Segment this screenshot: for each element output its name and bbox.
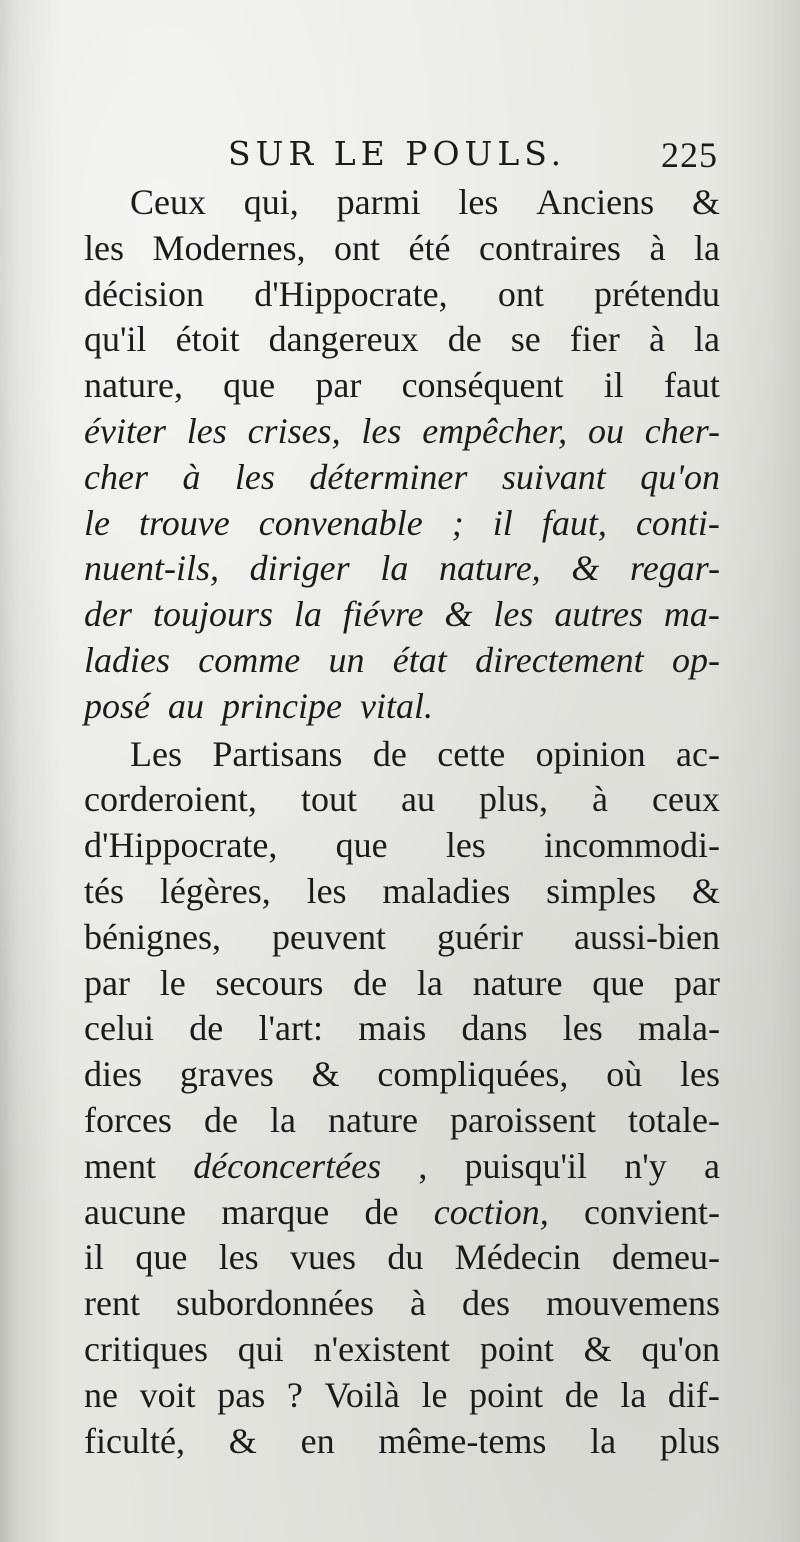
text-line: les Modernes, ont été contraires à la (84, 227, 720, 268)
text-line: cher à les déterminer suivant qu'on (84, 456, 720, 497)
text-line: décision d'Hippocrate, ont prétendu (84, 273, 720, 314)
text-line: nature, que par conséquent il faut (84, 365, 720, 406)
text-line: Les Partisans de cette opinion ac- (130, 733, 720, 774)
text-line: qu'il étoit dangereux de se fier à la (84, 319, 720, 360)
text-line: tés légères, les maladies simples & (84, 870, 720, 911)
body-text (84, 180, 720, 1464)
text-line: bénignes, peuvent guérir aussi-bien (84, 916, 720, 957)
page-header (228, 134, 718, 182)
text-line: par le secours de la nature que par (84, 962, 720, 1003)
paragraph-2 (84, 732, 720, 1465)
text-line: ladies comme un état directement op- (84, 639, 720, 680)
text-line: rent subordonnées à des mouvemens (84, 1283, 720, 1324)
text-line: nuent-ils, diriger la nature, & regar- (84, 548, 720, 589)
text-line: aucune marque de coction, convient- (84, 1191, 720, 1232)
page-number: 225 (661, 135, 718, 175)
paragraph-1 (84, 180, 720, 730)
running-head: SUR LE POULS. (228, 134, 567, 173)
text-line: critiques qui n'existent point & qu'on (84, 1328, 720, 1369)
text-line: ne voit pas ? Voilà le point de la dif- (84, 1374, 720, 1415)
text-line: le trouve convenable ; il faut, conti- (84, 502, 720, 543)
text-line: Ceux qui, parmi les Anciens & (130, 182, 720, 222)
text-line: ficulté, & en même-tems la plus (84, 1420, 720, 1461)
text-line: dies graves & compliquées, où les (84, 1054, 720, 1095)
text-line: éviter les crises, les empêcher, ou cher- (84, 410, 720, 451)
text-line: il que les vues du Médecin demeu- (84, 1237, 720, 1278)
text-line: posé au principe vital. (84, 685, 433, 726)
text-line: celui de l'art: mais dans les mala- (84, 1008, 720, 1049)
text-line: der toujours la fiévre & les autres ma- (84, 594, 720, 635)
text-line: ment déconcertées , puisqu'il n'y a (84, 1145, 720, 1186)
text-line: d'Hippocrate, que les incommodi- (84, 825, 720, 866)
text-line: corderoient, tout au plus, à ceux (84, 779, 720, 820)
text-line: forces de la nature paroissent totale- (84, 1099, 720, 1140)
